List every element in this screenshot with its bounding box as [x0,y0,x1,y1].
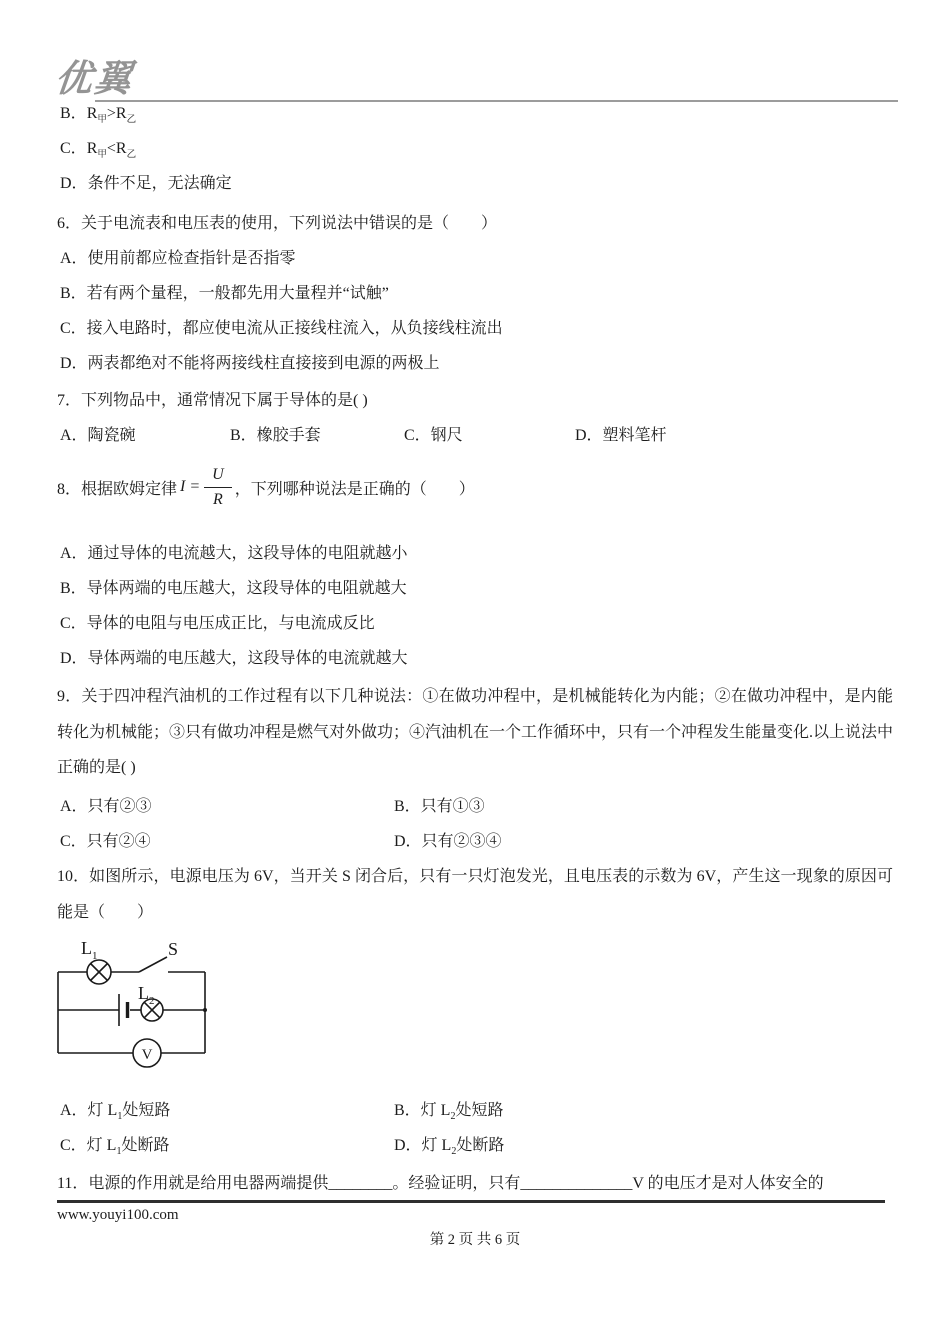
option-8b: B．导体两端的电压越大，这段导体的电阻就越大 [60,580,407,597]
subscript: 乙 [126,115,137,125]
question-9-options-row2 [57,824,893,859]
option-8a: A．通过导体的电流越大，这段导体的电阻就越小 [60,545,408,562]
subscript: 2 [451,1146,457,1157]
question-5-options [57,96,232,201]
formula-fraction [204,464,232,511]
switch-label: S [168,939,179,959]
question-8-stem-pre: 8．根据欧姆定律 [57,480,178,498]
junction-dot [203,1008,207,1012]
question-9-stem: 9．关于四冲程汽油机的工作过程有以下几种说法：①在做功冲程中，是机械能转化为内能；②在做功冲程中，是内能转化为机械能；③只有做功冲程是燃气对外做功；④汽油机在一个工作循环中，只有一个冲程发生能量变化.以上说法中正确的是( ) [57,688,894,776]
question-8-stem-post: ，下列哪种说法是正确的（ ） [234,480,475,498]
question-8-options [57,536,408,676]
option-9d: D．只有②③④ [394,832,502,850]
option-text: >R [106,105,127,122]
option-text: 条件不足，无法确定 [87,175,232,192]
formula-denominator: R [213,490,223,508]
option-7b: B．橡胶手套 [230,427,321,444]
option-6c: C．接入电路时，都应使电流从正接线柱流入，从负接线柱流出 [60,320,503,337]
option-9a: A．只有②③ [60,797,152,815]
question-7-options [57,418,667,453]
option-9b: B．只有①③ [394,797,485,815]
subscript: 乙 [126,150,137,160]
question-6 [57,206,503,381]
question-10-stem: 10．如图所示，电源电压为 6V，当开关 S 闭合后，只有一只灯泡发光，且电压表的示数为 6V，产生这一现象的原因可能是（ ） [57,868,893,921]
option-label: B． [60,105,87,122]
question-9-options-row1 [57,789,893,824]
question-11 [57,1166,893,1202]
question-7 [57,383,667,453]
footer-rule [57,1200,885,1203]
logo-text: 优翼 [52,59,136,100]
option-10d: D．灯 $L_2$处断路 [394,1137,505,1157]
formula-equals: = [189,478,201,495]
option-label: C． [60,140,87,157]
option-8c: C．导体的电阻与电压成正比，与电流成反比 [60,615,375,632]
question-11-stem: 11．电源的作用就是给用电器两端提供________。经验证明，只有______________V 的电压才是对人体安全的 [57,1175,824,1192]
lamp-l2-label: L [138,983,149,1003]
lamp-l1-label: L [81,938,92,958]
formula-lhs: I [180,478,186,495]
option-7c: C．钢尺 [404,427,463,444]
option-10b: B．灯 $L_2$处短路 [394,1102,504,1122]
question-6-stem: 6．关于电流表和电压表的使用，下列说法中错误的是（ ） [57,215,498,232]
question-10-stem-block [57,859,893,930]
question-9 [57,679,893,859]
lamp-l2-label-sub: 2 [149,995,155,1007]
subscript: 甲 [97,115,107,125]
option-7a: A．陶瓷碗 [60,427,136,444]
option-7d: D．塑料笔杆 [575,427,667,444]
formula-numerator: U [204,464,232,488]
option-6a: A．使用前都应检查指针是否指零 [60,250,296,267]
question-10-options [57,1093,504,1163]
option-text: R [86,140,98,157]
option-text: <R [106,140,127,157]
voltmeter-label: V [141,1047,153,1063]
option-label: D． [60,175,88,192]
option-5c [57,131,232,166]
option-10c: C．灯 $L_1$处断路 [60,1137,170,1157]
footer-website: www.youyi100.com [57,1207,179,1223]
option-10a: A．灯 $L_1$处短路 [60,1102,171,1122]
switch-blade-icon [139,957,167,972]
question-7-stem: 7．下列物品中，通常情况下属于导体的是( ) [57,392,368,409]
lamp-l1-label-sub: 1 [92,950,98,962]
ohms-law-formula [180,464,232,511]
option-text: R [86,105,98,122]
circuit-diagram [55,930,255,1080]
footer-page-number: 第 2 页 共 6 页 [429,1232,521,1248]
question-10-options-row2 [57,1128,504,1163]
option-6d: D．两表都绝对不能将两接线柱直接接到电源的两极上 [60,355,440,372]
question-10-options-row1 [57,1093,504,1128]
question-8-stem [57,456,475,518]
subscript: 1 [117,1111,123,1122]
option-5b [57,96,232,131]
subscript: 1 [116,1146,122,1157]
option-6b: B．若有两个量程，一般都先用大量程并“试触” [60,285,389,302]
subscript: 甲 [97,150,107,160]
option-8d: D．导体两端的电压越大，这段导体的电流就越大 [60,650,408,667]
option-9c: C．只有②④ [60,832,151,850]
subscript: 2 [450,1111,456,1122]
option-5d [57,166,232,201]
